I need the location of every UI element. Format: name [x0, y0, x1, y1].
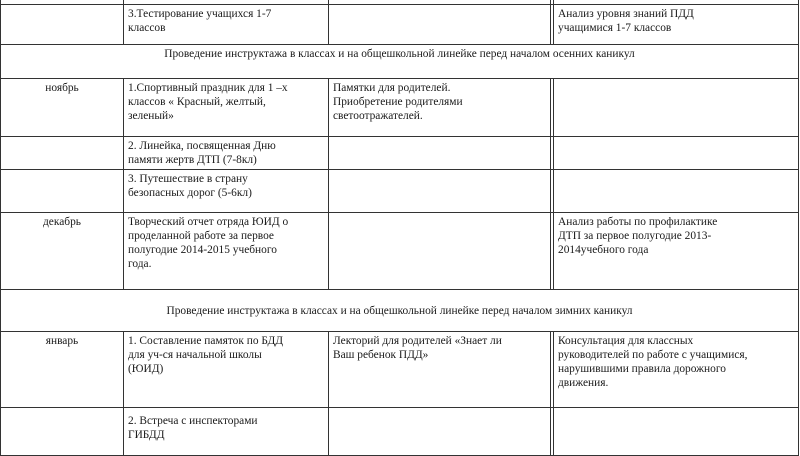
month-cell [1, 137, 124, 170]
analysis-cell [554, 170, 799, 213]
parents-cell [329, 408, 551, 456]
analysis-cell: Анализ уровня знаний ПДД учащимися 1-7 классов [554, 5, 799, 45]
event-cell: 3. Путешествие в страну безопасных дорог (5-6кл) [124, 170, 329, 213]
month-cell [1, 408, 124, 456]
parents-cell: Памятки для родителей. Приобретение родителями светоотражателей. [329, 79, 551, 137]
table-row [1, 408, 799, 456]
month-cell [1, 5, 124, 45]
analysis-cell [554, 79, 799, 137]
table-row [1, 45, 799, 79]
analysis-cell: Анализ работы по профилактике ДТП за первое полугодие 2013- 2014учебного года [554, 213, 799, 290]
month-cell [1, 170, 124, 213]
table-row [1, 5, 799, 45]
table-row [1, 290, 799, 332]
month-cell: январь [1, 332, 124, 408]
event-cell: Творческий отчет отряда ЮИД о проделанной работе за первое полугодие 2014-2015 учебного года. [124, 213, 329, 290]
winter-instruction-notice: Проведение инструктажа в классах и на общешкольной линейке перед началом зимних каникул [1, 290, 799, 332]
table-row [1, 213, 799, 290]
analysis-cell [554, 137, 799, 170]
event-cell: 3.Тестирование учащихся 1-7 классов [124, 5, 329, 45]
event-cell: 1.Спортивный праздник для 1 –х классов « Красный, желтый, зеленый» [124, 79, 329, 137]
month-cell: ноябрь [1, 79, 124, 137]
analysis-cell [554, 408, 799, 456]
event-cell: 1. Составление памяток по БДД для уч-ся начальной школы (ЮИД) [124, 332, 329, 408]
event-cell: 2. Встреча с инспекторами ГИБДД [124, 408, 329, 456]
parents-cell [329, 170, 551, 213]
parents-cell [329, 213, 551, 290]
parents-cell [329, 5, 551, 45]
parents-cell [329, 137, 551, 170]
table-row [1, 79, 799, 137]
parents-cell: Лекторий для родителей «Знает ли Ваш ребенок ПДД» [329, 332, 551, 408]
table-row [1, 332, 799, 408]
table-row [1, 170, 799, 213]
autumn-instruction-notice: Проведение инструктажа в классах и на общешкольной линейке перед началом осенних каникул [1, 45, 799, 79]
month-cell: декабрь [1, 213, 124, 290]
table-row [1, 137, 799, 170]
analysis-cell: Консультация для классных руководителей по работе с учащимися, нарушившими правила дорожного движения. [554, 332, 799, 408]
event-cell: 2. Линейка, посвященная Дню памяти жертв ДТП (7-8кл) [124, 137, 329, 170]
